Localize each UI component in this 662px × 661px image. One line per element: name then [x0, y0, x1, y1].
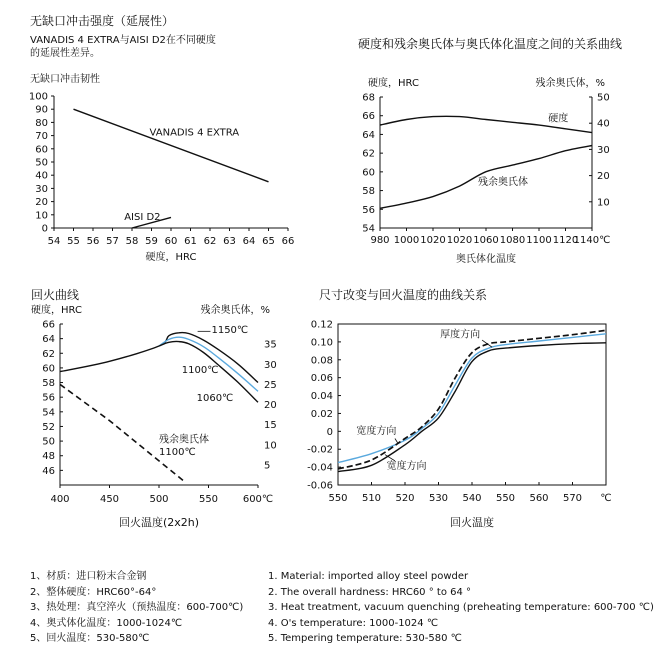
tempering-y-axis-label: 硬度，HRC	[31, 305, 82, 316]
impact-y-tick-label: 100	[28, 91, 48, 103]
dimension-x-tick-label: 530	[428, 493, 449, 504]
tempering-y2-tick-label: 5	[264, 460, 271, 472]
dimension-y-tick-label: 0.12	[310, 319, 333, 331]
dimension-chart-title: 尺寸改变与回火温度的曲线关系	[319, 288, 488, 302]
impact-x-tick-label: 54	[47, 236, 61, 247]
dimension-label-width-top-leader	[395, 438, 398, 443]
tempering-chart-title: 回火曲线	[31, 288, 80, 302]
impact-x-tick-label: 57	[106, 236, 119, 247]
impact-y-tick-label: 90	[35, 104, 48, 116]
dimension-x-tick-label: 510	[361, 493, 382, 504]
note-en-2: 2. The overall hardness: HRC60 ° to 64 °	[268, 586, 472, 598]
dimension-x-tick-label: 550	[328, 493, 348, 504]
tempering-y-tick-label: 66	[42, 319, 55, 331]
dimension-x-tick-label: 540	[462, 493, 482, 504]
dimension-y-tick-label: -0.04	[307, 462, 333, 474]
tempering-x-axis-label: 回火温度(2x2h)	[118, 516, 200, 529]
impact-y-tick-label: 80	[35, 117, 48, 129]
dimension-y-tick-label: -0.06	[307, 480, 333, 492]
tempering-y-tick-label: 54	[42, 407, 55, 419]
tempering-x-tick-label: 400	[50, 494, 70, 505]
notes-chinese	[30, 569, 243, 647]
impact-y-tick-label: 60	[35, 144, 48, 156]
austenite-x-tick-label: 1120	[552, 235, 579, 246]
note-en-3: 3. Heat treatment, vacuum quenching (preheating temperature: 600-700 ℃)	[268, 602, 654, 613]
tempering-label-retained: 残余奥氏体	[159, 434, 209, 446]
tempering-y-tick-label: 62	[42, 348, 55, 360]
austenite-chart-title: 硬度和残余奥氏体与奥氏体化温度之间的关系曲线	[358, 37, 623, 51]
austenite-y-tick-label: 58	[362, 186, 375, 198]
dimension-x-tick-label: 550	[495, 493, 516, 504]
dimension-y-tick-label: 0	[326, 426, 333, 438]
note-en-1: 1. Material: imported alloy steel powder	[268, 571, 469, 582]
tempering-y2-tick-label: 25	[264, 379, 277, 391]
tempering-series-retained-line	[60, 384, 184, 481]
impact-y-axis-label: 无缺口冲击韧性	[30, 74, 100, 85]
tempering-y2-tick-label: 35	[264, 339, 277, 351]
impact-x-tick-label: 59	[145, 236, 158, 247]
austenite-label-retained: 残余奥氏体	[478, 176, 529, 188]
tempering-y2-axis-label: 残余奥氏体，%	[200, 305, 270, 316]
impact-x-tick-label: 56	[86, 236, 100, 247]
note-cn-1: 1、材质：进口粉末合金钢	[30, 571, 147, 582]
tempering-x-tick-label: 500	[149, 494, 169, 505]
tempering-y-tick-label: 46	[42, 465, 55, 477]
impact-chart-title: 无缺口冲击强度（延展性）	[30, 14, 175, 28]
tempering-label-1100: 1100℃	[181, 365, 219, 377]
austenite-label-hardness: 硬度	[548, 113, 569, 125]
dimension-x-axis-label: 回火温度	[450, 516, 494, 529]
tempering-y-tick-label: 48	[42, 451, 55, 463]
note-cn-4: 4、奥式体化温度：1000-1024℃	[30, 617, 183, 629]
austenite-y2-axis-label: 残余奥氏体，%	[535, 78, 605, 89]
dimension-x-tick-label: 570	[562, 493, 583, 504]
austenite-y2-tick-label: 50	[597, 92, 610, 104]
impact-x-tick-label: 62	[203, 236, 217, 247]
note-cn-3: 3、热处理：真空淬火（预热温度：600-700℃)	[30, 602, 244, 613]
dimension-y-tick-label: 0.08	[310, 355, 333, 367]
austenite-x-tick-label: 980	[370, 235, 390, 246]
austenite-y2-tick-label: 10	[597, 197, 610, 209]
impact-y-tick-label: 20	[35, 197, 48, 209]
notes-english	[268, 569, 654, 647]
note-cn-2: 2、整体硬度：HRC60°-64°	[30, 586, 157, 598]
tempering-y2-tick-label: 10	[264, 440, 277, 452]
note-en-4: 4. O's temperature: 1000-1024 ℃	[268, 617, 439, 629]
austenite-y-axis-label: 硬度，HRC	[368, 78, 419, 89]
tempering-y-tick-label: 56	[42, 392, 55, 404]
note-en-5: 5. Tempering temperature: 530-580 ℃	[268, 633, 462, 644]
dimension-y-tick-label: 0.02	[310, 408, 333, 420]
impact-y-tick-label: 10	[35, 210, 48, 222]
tempering-x-tick-label: 450	[99, 494, 120, 505]
impact-x-tick-label: 60	[164, 236, 178, 247]
impact-x-tick-label: 64	[242, 236, 256, 247]
austenite-y-tick-label: 66	[362, 111, 375, 123]
dimension-series-width-black-line	[338, 343, 606, 472]
tempering-label-1150: 1150℃	[211, 324, 249, 336]
impact-y-tick-label: 50	[35, 157, 48, 169]
austenite-y-tick-label: 62	[362, 148, 375, 160]
impact-x-tick-label: 58	[125, 236, 139, 247]
austenite-x-tick-label: 1020	[420, 235, 446, 246]
austenite-x-tick-label: 1140℃	[573, 235, 611, 246]
austenite-y-tick-label: 68	[362, 92, 375, 104]
tempering-y2-tick-label: 15	[264, 420, 277, 432]
impact-x-axis-label: 硬度，HRC	[145, 252, 197, 263]
tempering-y2-tick-label: 30	[264, 359, 277, 371]
impact-label-d2: AISI D2	[124, 212, 161, 224]
tempering-y2-tick-label: 20	[264, 400, 277, 411]
note-cn-5: 5、回火温度：530-580℃	[30, 633, 150, 644]
austenite-y2-tick-label: 40	[597, 118, 610, 130]
austenite-x-tick-label: 1100	[526, 235, 552, 246]
austenite-x-tick-label: 1020	[446, 235, 473, 246]
austenite-x-tick-label: 1080	[499, 235, 526, 246]
tempering-y-tick-label: 64	[42, 334, 55, 346]
dimension-y-tick-label: 0.10	[310, 337, 333, 349]
dimension-y-tick-label: 0.04	[310, 391, 333, 403]
dimension-label-width-top: 宽度方向	[356, 426, 397, 438]
impact-y-tick-label: 40	[35, 170, 48, 182]
austenite-x-tick-label: 1000	[393, 235, 420, 246]
impact-y-tick-label: 30	[35, 183, 48, 195]
austenite-y2-tick-label: 20	[597, 171, 610, 183]
dimension-y-tick-label: -0.02	[307, 444, 333, 456]
dimension-x-tick-label: ℃	[600, 493, 612, 504]
austenite-y-tick-label: 64	[362, 129, 375, 141]
impact-x-tick-label: 63	[223, 236, 236, 247]
impact-x-tick-label: 65	[262, 236, 275, 247]
dimension-x-tick-label: 520	[395, 493, 415, 504]
tempering-y-tick-label: 60	[42, 363, 55, 375]
dimension-plot-frame	[338, 324, 606, 485]
tempering-x-tick-label: 550	[198, 494, 219, 505]
tempering-y-tick-label: 58	[42, 378, 55, 390]
tempering-label-retained-temp: 1100℃	[159, 446, 196, 458]
impact-x-tick-label: 55	[67, 236, 80, 247]
dimension-series-thickness-line	[338, 330, 606, 469]
impact-y-tick-label: 70	[35, 131, 48, 143]
austenite-y2-tick-label: 30	[597, 144, 610, 156]
impact-x-tick-label: 61	[184, 236, 197, 247]
dimension-label-width-bottom: 宽度方向	[386, 460, 427, 472]
austenite-y-tick-label: 54	[362, 223, 375, 235]
austenite-y-tick-label: 56	[362, 204, 375, 216]
dimension-x-tick-label: 560	[529, 493, 549, 504]
tempering-y-tick-label: 52	[42, 421, 55, 433]
impact-series-vanadis-line	[74, 109, 269, 182]
impact-y-tick-label: 0	[41, 223, 48, 235]
impact-label-vanadis: VANADIS 4 EXTRA	[149, 127, 240, 139]
tempering-label-1060: 1060℃	[196, 392, 234, 404]
austenite-x-axis-label: 奥氏体化温度	[456, 254, 516, 265]
austenite-x-tick-label: 1060	[473, 235, 499, 246]
tempering-y-tick-label: 50	[42, 436, 55, 448]
impact-x-tick-label: 66	[281, 236, 295, 247]
austenite-y-tick-label: 60	[362, 167, 375, 179]
tempering-series-1150-line	[60, 333, 258, 383]
tempering-x-tick-label: 600℃	[242, 494, 274, 505]
impact-subtitle-line-1: VANADIS 4 EXTRA与AISI D2在不同硬度	[30, 35, 216, 46]
impact-subtitle-line-2: 的延展性差异。	[30, 48, 100, 59]
dimension-y-tick-label: 0.06	[310, 373, 333, 385]
dimension-label-thickness: 厚度方向	[440, 329, 481, 341]
